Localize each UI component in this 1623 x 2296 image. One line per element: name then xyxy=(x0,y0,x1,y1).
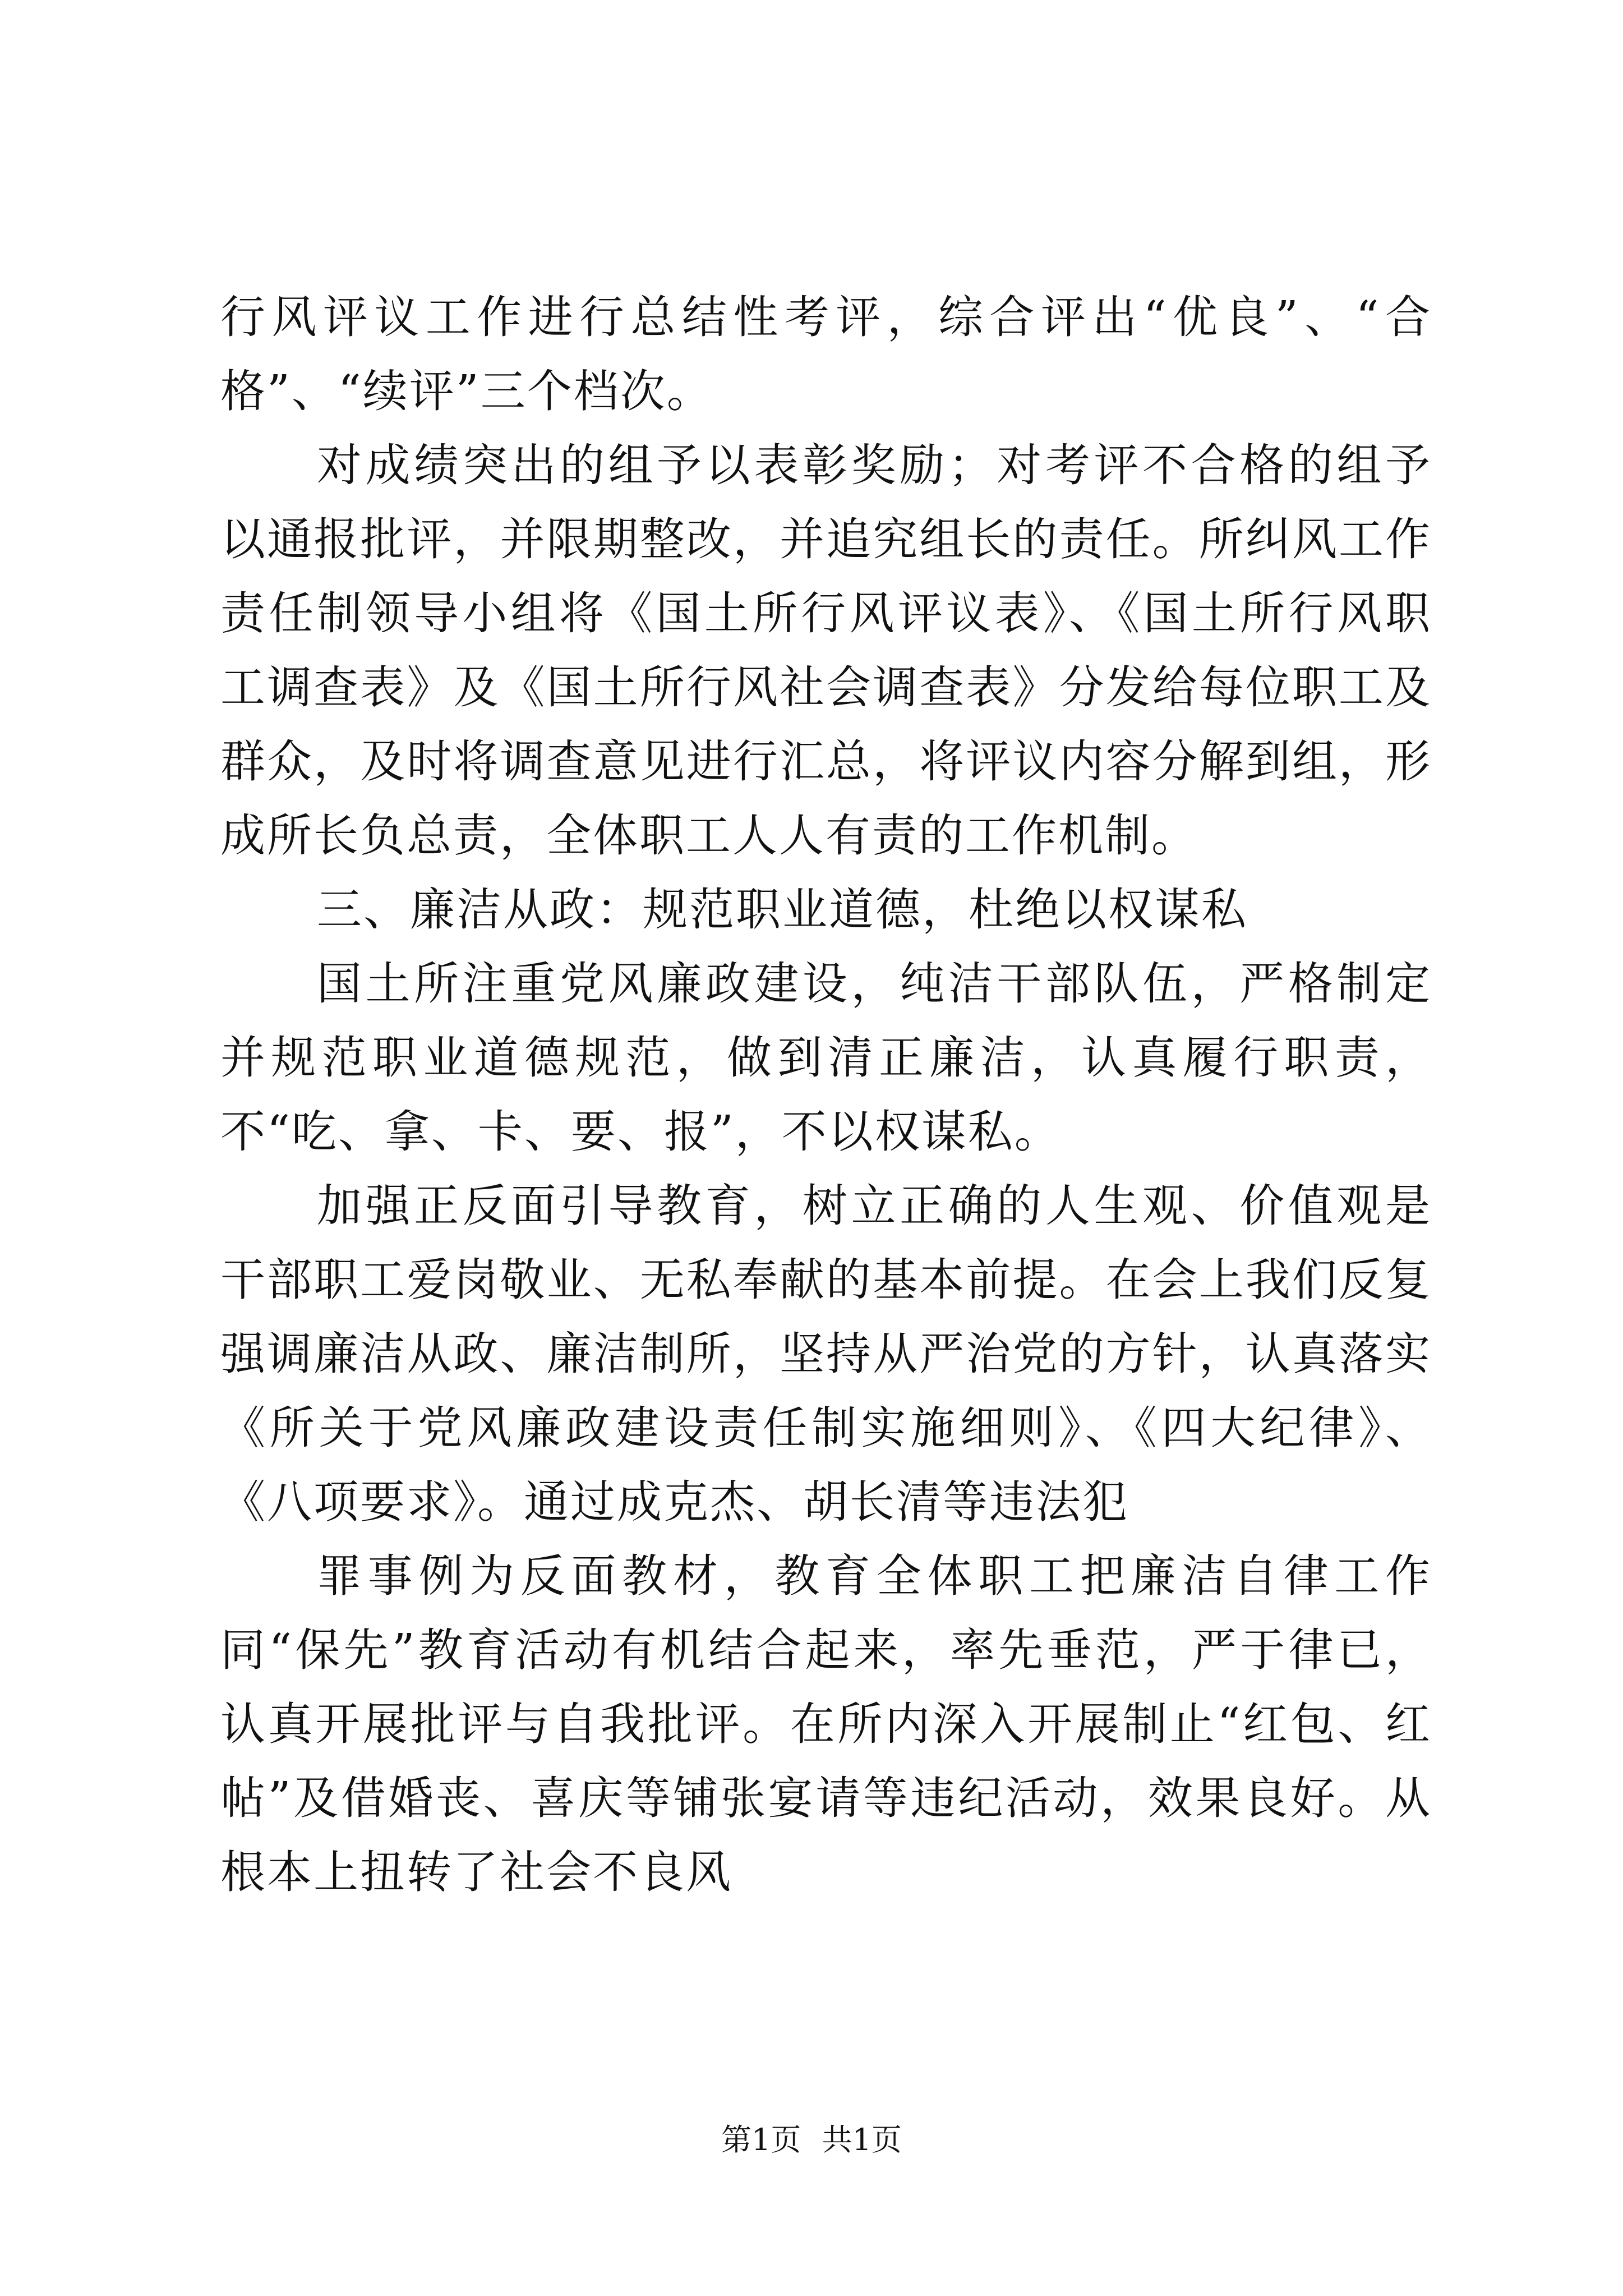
page-footer xyxy=(0,2118,1623,2162)
section-heading-3: 三、廉洁从政：规范职业道德，杜绝以权谋私 xyxy=(317,884,1248,936)
document-body xyxy=(220,280,1432,1910)
total-pages-label: 共1页 xyxy=(822,2122,902,2157)
paragraph-5: 加强正反面引导教育，树立正确的人生观、价值观是干部职工爱岗敬业、无私奉献的基本前提。在会上我们反复强调廉洁从政、廉洁制所，坚持从严治党的方针，认真落实《所关于党风廉政建设责任制实施细则》、《四大纪律》、《八项要求》。通过成克杰、胡长清等违法犯 xyxy=(220,1180,1432,1528)
current-page-label: 第1页 xyxy=(721,2122,801,2157)
paragraph-2: 对成绩突出的组予以表彰奖励；对考评不合格的组予以通报批评，并限期整改，并追究组长的责任。所纠风工作责任制领导小组将《国土所行风评议表》、《国土所行风职工调查表》及《国土所行风社会调查表》分发给每位职工及群众，及时将调查意见进行汇总，将评议内容分解到组，形成所长负总责，全体职工人人有责的工作机制。 xyxy=(220,439,1432,862)
paragraph-4: 国土所注重党风廉政建设，纯洁干部队伍，严格制定并规范职业道德规范，做到清正廉洁，认真履行职责，不“吃、拿、卡、要、报”，不以权谋私。 xyxy=(220,958,1432,1158)
paragraph-6: 罪事例为反面教材，教育全体职工把廉洁自律工作同“保先”教育活动有机结合起来，率先垂范，严于律已，认真开展批评与自我批评。在所内深入开展制止“红包、红帖”及借婚丧、喜庆等铺张宴请等违纪活动，效果良好。从根本上扭转了社会不良风 xyxy=(220,1550,1432,1898)
paragraph-1: 行风评议工作进行总结性考评，综合评出“优良”、“合格”、“续评”三个档次。 xyxy=(220,291,1432,417)
